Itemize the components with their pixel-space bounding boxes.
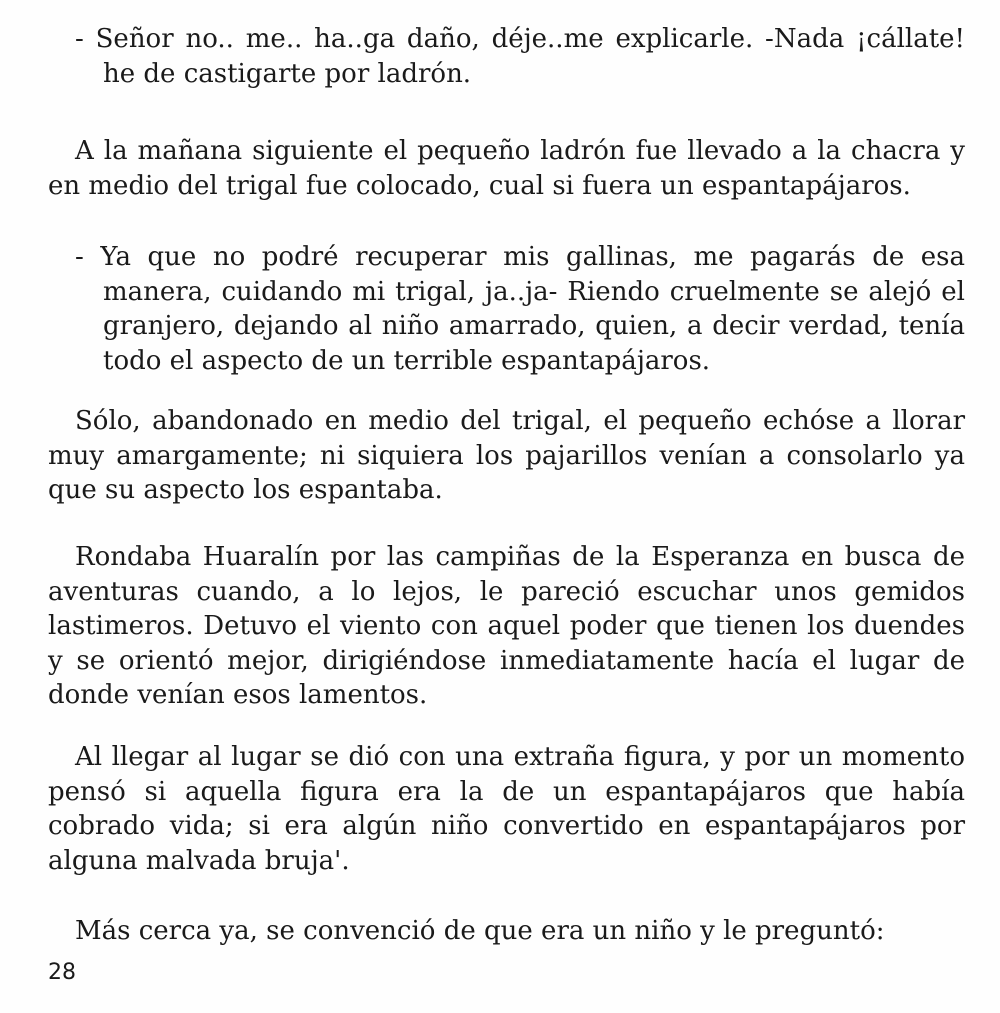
dialogue-farmer: - Ya que no podré recuperar mis gallinas, me pagarás de esa manera, cuidando mi trigal, ja..ja- Riendo cruelmente se alejó el granjero, dejando al niño amarrado, quien, a decir verdad, tenía todo el aspecto de un terrible espantapájaros.	[75, 242, 965, 376]
paragraph-next-morning: A la mañana siguiente el pequeño ladrón fue llevado a la chacra y en medio del trigal fue colocado, cual si fuera un espantapájaros.	[48, 136, 965, 201]
page-number: 28	[48, 960, 76, 985]
paragraph-strange-figure: Al llegar al lugar se dió con una extraña figura, y por un momento pensó si aquella figura era la de un espantapájaros que había cobrado vida; si era algún niño convertido en espantapájaros por alguna malvada bruja'.	[48, 742, 965, 876]
paragraph-huaralin: Rondaba Huaralín por las campiñas de la Esperanza en busca de aventuras cuando, a lo lejos, le pareció escuchar unos gemidos lastimeros. Detuvo el viento con aquel poder que tienen los duendes y se orientó mejor, dirigiéndose inmediatamente hacía el lugar de donde venían esos lamentos.	[48, 542, 965, 710]
paragraph-alone-crying: Sólo, abandonado en medio del trigal, el pequeño echóse a llorar muy amargamente; ni siquiera los pajarillos venían a consolarlo ya que su aspecto los espantaba.	[48, 406, 965, 505]
paragraph-closer: Más cerca ya, se convenció de que era un niño y le preguntó:	[75, 916, 885, 946]
dialogue-thief-plea: - Señor no.. me.. ha..ga daño, déje..me explicarle. -Nada ¡cállate! he de castigarte por ladrón.	[75, 24, 965, 89]
